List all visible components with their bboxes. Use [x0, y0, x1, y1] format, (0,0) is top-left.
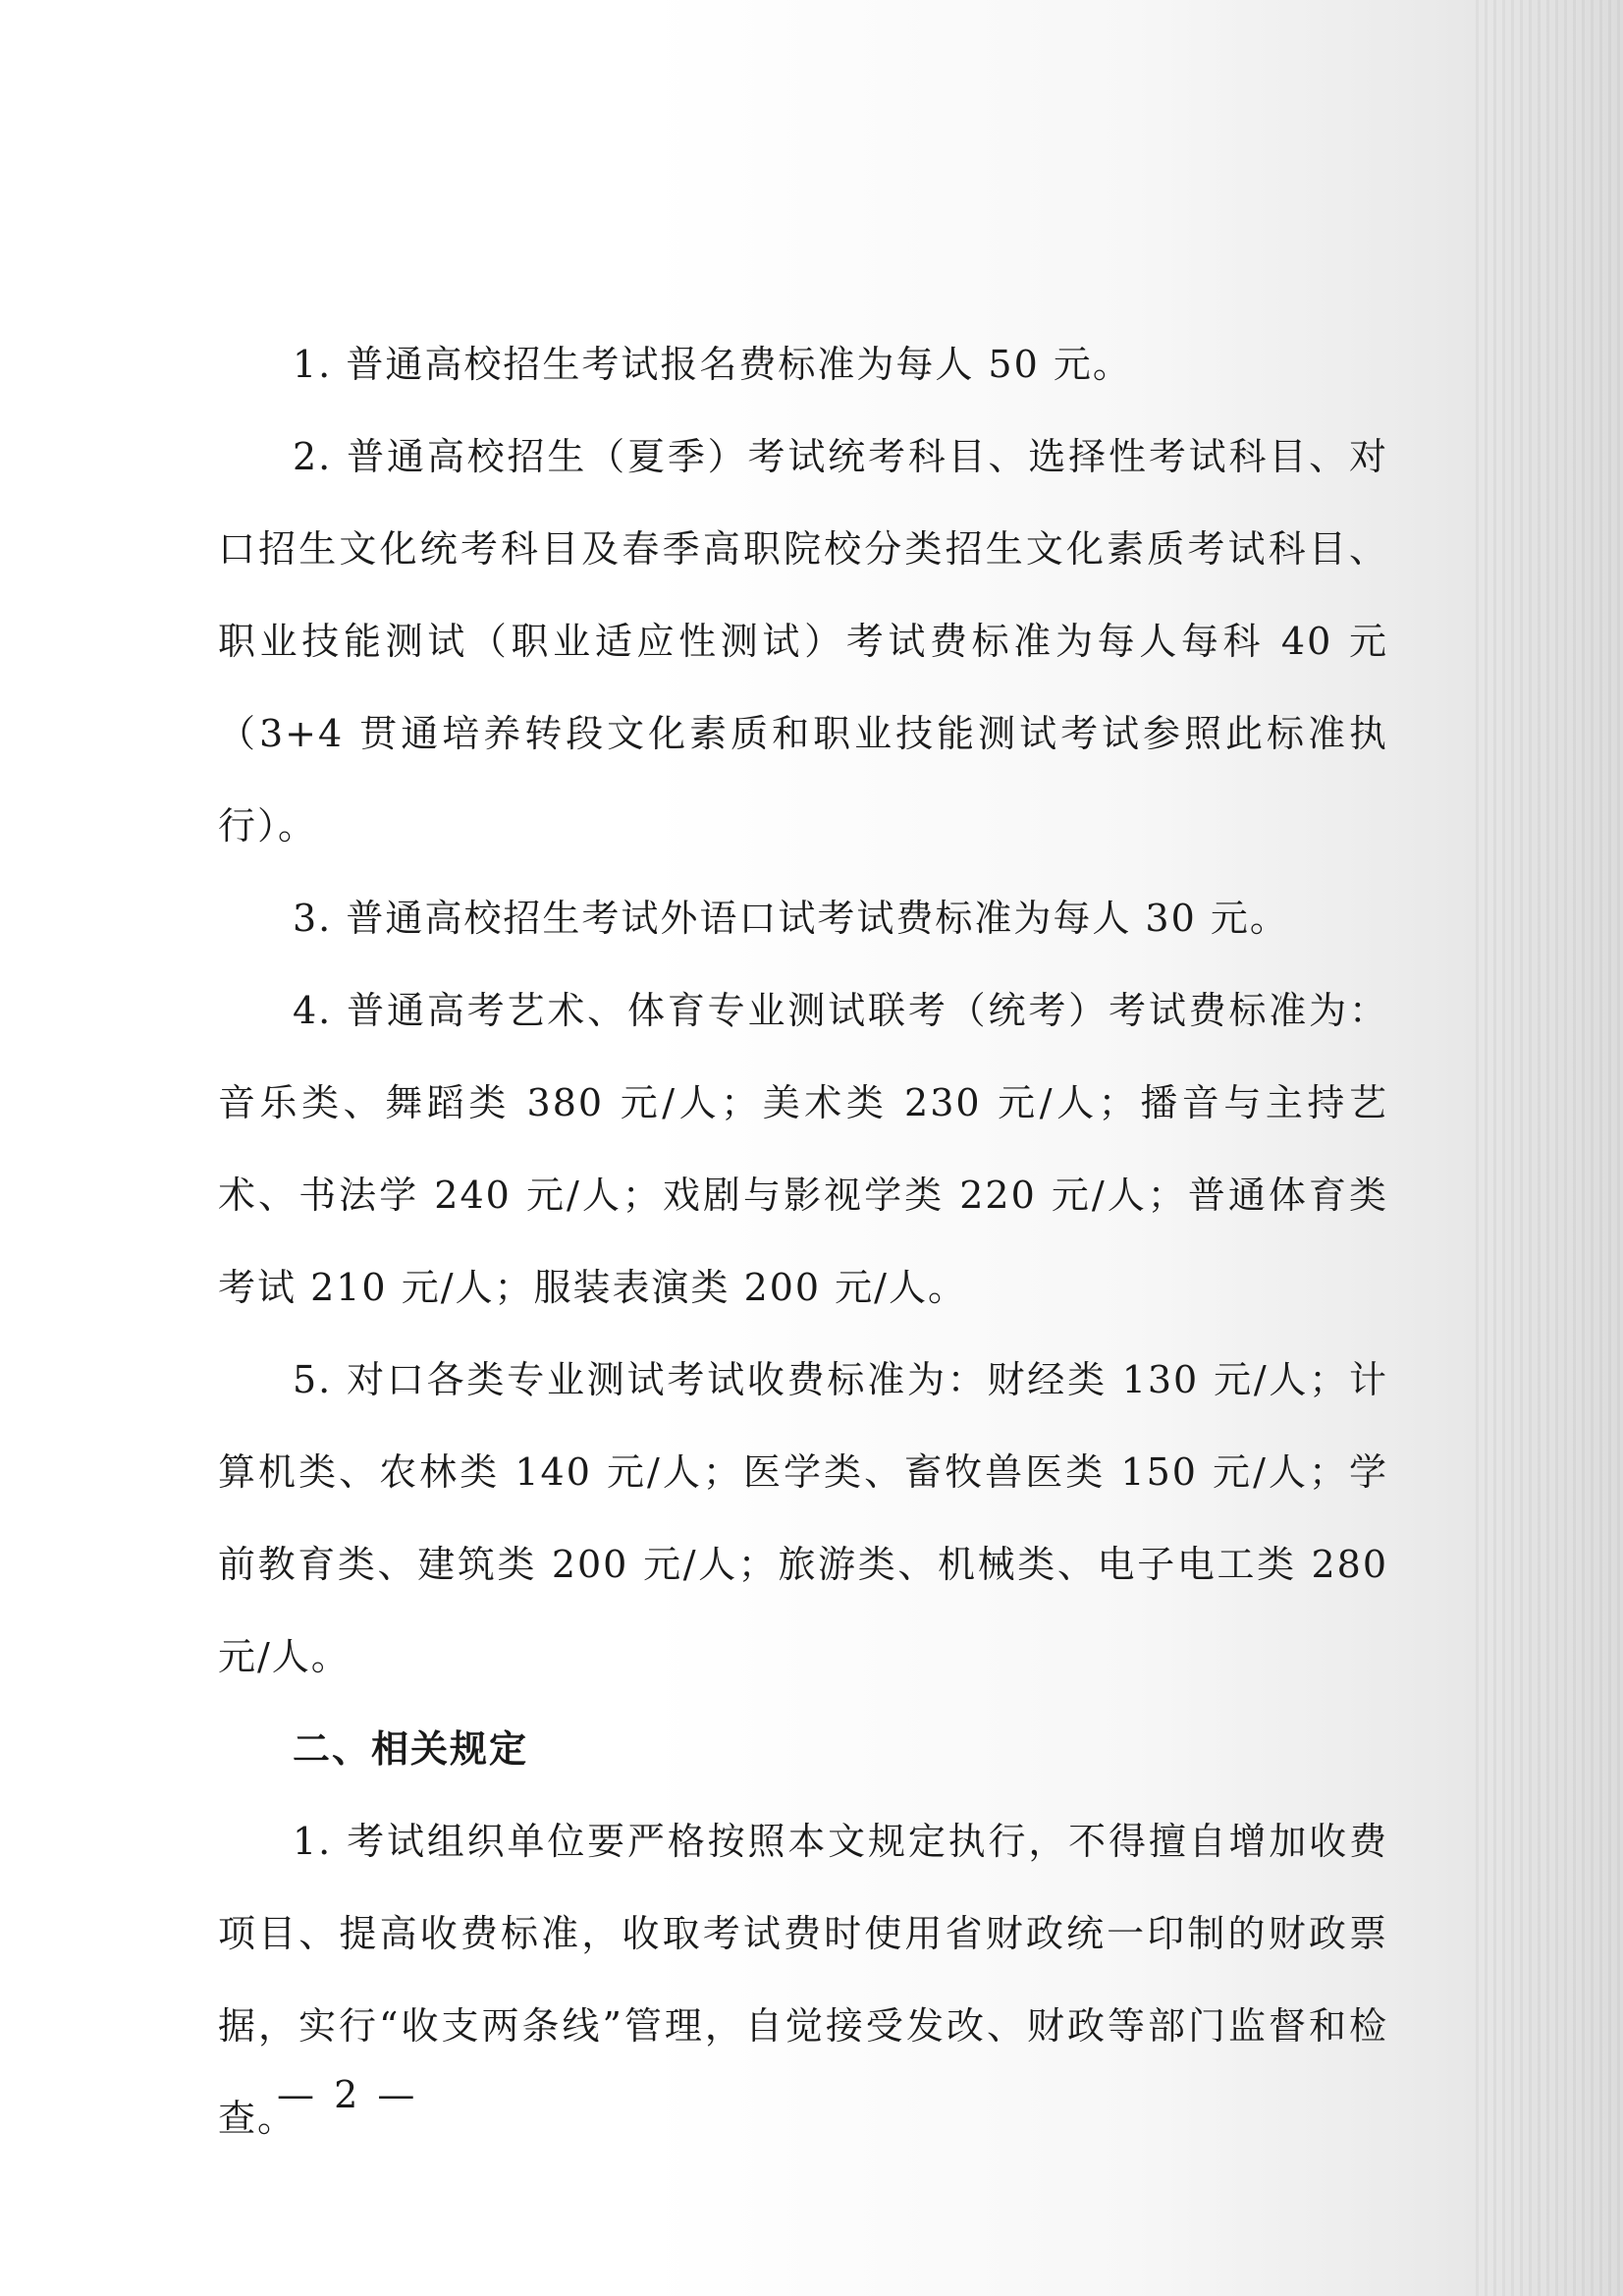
document-body: [218, 318, 1388, 2164]
fee-item-2: 2. 普通高校招生（夏季）考试统考科目、选择性考试科目、对口招生文化统考科目及春季高职院校分类招生文化素质考试科目、职业技能测试（职业适应性测试）考试费标准为每人每科 40 元（3+4 贯通培养转段文化素质和职业技能测试考试参照此标准执行）。: [218, 435, 1388, 847]
fee-item-1: 1. 普通高校招生考试报名费标准为每人 50 元。: [293, 343, 1132, 386]
page-number: — 2 —: [277, 2073, 419, 2116]
fee-item-4: 4. 普通高考艺术、体育专业测试联考（统考）考试费标准为：音乐类、舞蹈类 380 元/人；美术类 230 元/人；播音与主持艺术、书法学 240 元/人；戏剧与影视学类 220 元/人；普通体育类考试 210 元/人；服装表演类 200 元/人。: [218, 989, 1388, 1309]
fee-item-5: 5. 对口各类专业测试考试收费标准为：财经类 130 元/人；计算机类、农林类 140 元/人；医学类、畜牧兽医类 150 元/人；学前教育类、建筑类 200 元/人；旅游类、机械类、电子电工类 280 元/人。: [218, 1358, 1388, 1678]
section-heading: 二、相关规定: [293, 1727, 529, 1771]
scan-shadow: [1476, 0, 1623, 2296]
regulation-item-1: 1. 考试组织单位要严格按照本文规定执行，不得擅自增加收费项目、提高收费标准，收取考试费时使用省财政统一印制的财政票据，实行“收支两条线”管理，自觉接受发改、财政等部门监督和检查。: [218, 1820, 1388, 2140]
fee-item-3: 3. 普通高校招生考试外语口试考试费标准为每人 30 元。: [293, 897, 1289, 940]
